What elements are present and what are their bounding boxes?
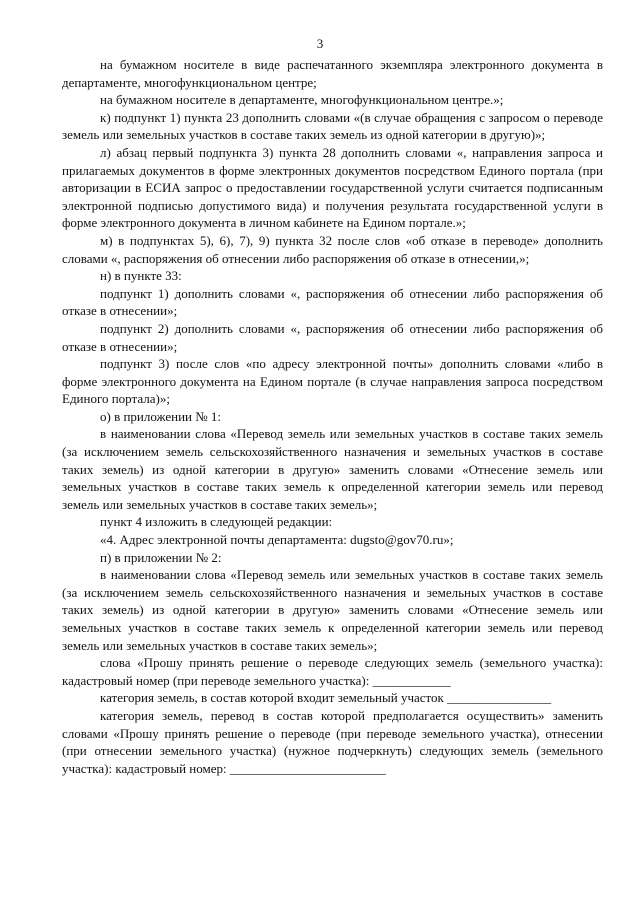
paragraph: п) в приложении № 2: xyxy=(100,549,222,565)
paragraph: категория земель, в состав которой входит земельный участок ________________ xyxy=(100,690,552,706)
document-body xyxy=(62,56,603,777)
paragraph: в наименовании слова «Перевод земель или земельных участков в составе таких земель (за исключением земель сельскохозяйственного назначения и земельных участков в составе таких земель) из одной категории в другую» заменить словами «Отнесение земель или земельных участков в составе таких земель к определенной категории земель или перевод земель или земельных участков в составе таких земель»; xyxy=(62,567,603,653)
paragraph: н) в пункте 33: xyxy=(100,268,182,284)
paragraph: о) в приложении № 1: xyxy=(100,408,222,424)
paragraph: на бумажном носителе в виде распечатанного экземпляра электронного документа в департаменте, многофункциональном центре; xyxy=(62,57,603,90)
paragraph: к) подпункт 1) пункта 23 дополнить словами «(в случае обращения с запросом о переводе земель или земельных участков в составе таких земель из одной категории в другую)»; xyxy=(62,109,603,143)
paragraph: на бумажном носителе в департаменте, многофункциональном центре.»; xyxy=(100,92,504,108)
paragraph: подпункт 2) дополнить словами «, распоряжения об отнесении либо распоряжения об отказе в отнесении»; xyxy=(62,320,603,354)
paragraph: слова «Прошу принять решение о переводе следующих земель (земельного участка): кадастровый номер (при переводе земельного участка): ____________ xyxy=(62,655,603,688)
paragraph: в наименовании слова «Перевод земель или земельных участков в составе таких земель (за исключением земель сельскохозяйственного назначения и земельных участков в составе таких земель) из одной категории в другую» заменить словами «Отнесение земель или земельных участков в составе таких земель к определенной категории земель или перевод земель или земельных участков в составе таких земель»; xyxy=(62,426,603,512)
paragraph: м) в подпунктах 5), 6), 7), 9) пункта 32 после слов «об отказе в переводе» дополнить словами «, распоряжения об отнесении либо распоряжения об отказе в отнесении,»; xyxy=(62,232,603,266)
paragraph: подпункт 3) после слов «по адресу электронной почты» дополнить словами «либо в форме электронного документа на Едином портале (в случае направления запроса посредством Единого портала)»; xyxy=(62,356,603,407)
paragraph: подпункт 1) дополнить словами «, распоряжения об отнесении либо распоряжения об отказе в отнесении»; xyxy=(62,285,603,319)
paragraph: пункт 4 изложить в следующей редакции: xyxy=(100,514,333,530)
paragraph: л) абзац первый подпункта 3) пункта 28 дополнить словами «, направления запроса и прилагаемых документов в форме электронных документов посредством Единого портала (при авторизации в ЕСИА запрос о предоставлении государственной услуги считается подписанным электронной подписью допустимого вида) и получения результата государственной услуги в форме электронного документа в личном кабинете на Едином портале.»; xyxy=(62,144,603,231)
paragraph: категория земель, перевод в состав которой предполагается осуществить» заменить словами «Прошу принять решение о переводе (при переводе земельного участка), отнесении (при отнесении земельного участка) (нужное подчеркнуть) следующих земель (земельного участка): кадастровый номер: ________________________ xyxy=(62,707,603,776)
paragraph: «4. Адрес электронной почты департамента: dugsto@gov70.ru»; xyxy=(100,532,454,548)
page-number: 3 xyxy=(316,36,324,51)
